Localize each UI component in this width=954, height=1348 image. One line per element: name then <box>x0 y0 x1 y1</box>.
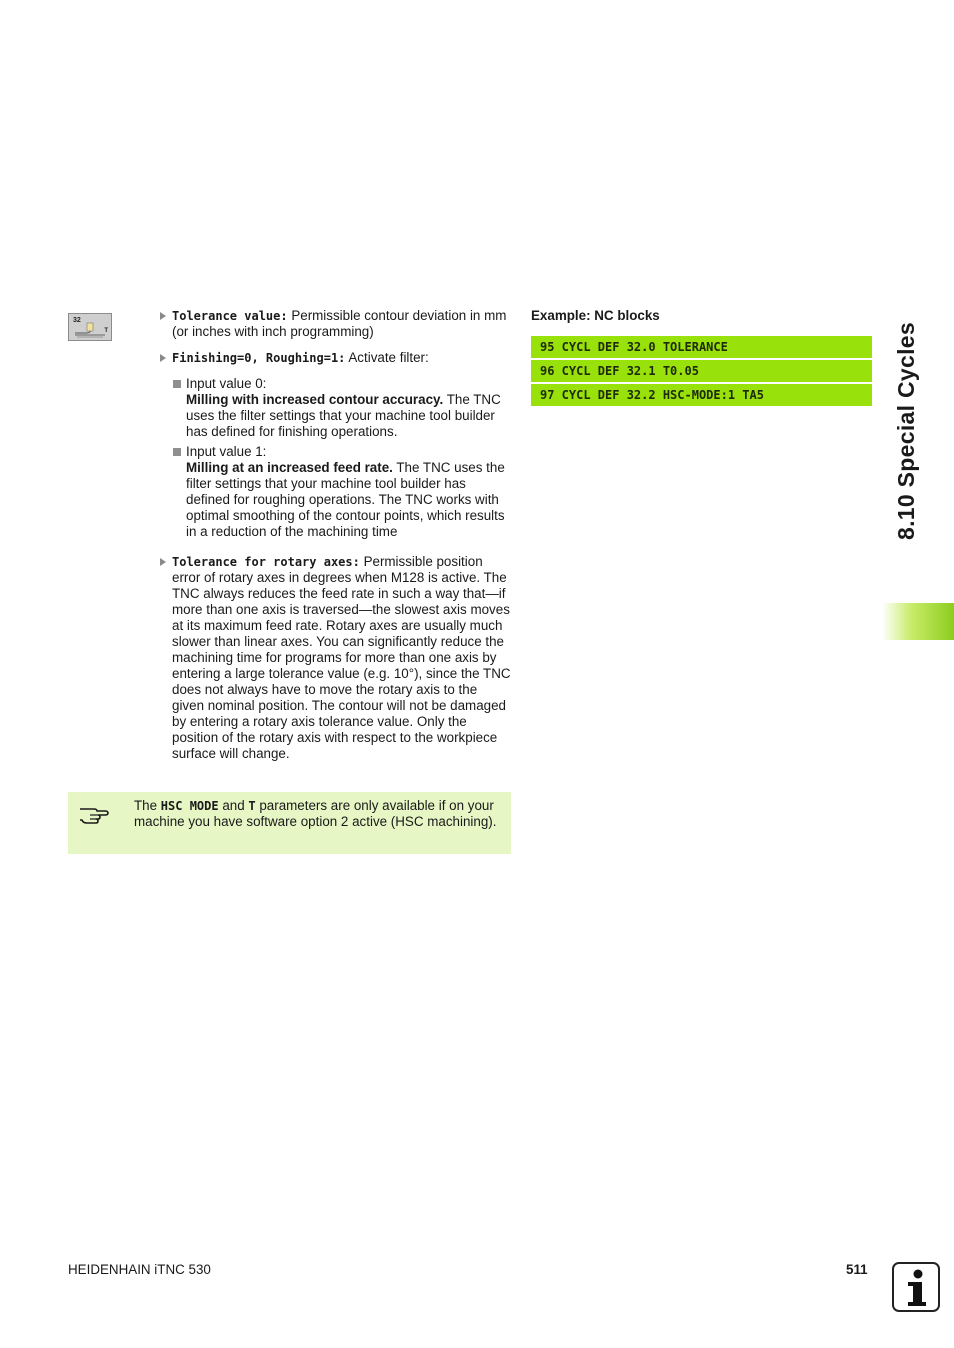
param-tolerance-value <box>158 308 512 340</box>
option-label: Input value 1: <box>186 444 267 459</box>
note-pre: The <box>134 798 161 813</box>
pointing-hand-icon <box>78 800 110 826</box>
note-box <box>68 792 511 854</box>
cycle-number: 32 <box>73 317 81 324</box>
chapter-tab-marker <box>882 603 954 640</box>
bullet-square-icon <box>173 448 181 456</box>
option-text: The TNC uses the filter settings that your machine tool builder has defined for roughing operations. The TNC works with optimal smoothing of the contour points, which results in a reduction of the machining time <box>186 460 505 539</box>
param-description: Permissible position error of rotary axes in degrees when M128 is active. The TNC always reduces the feed rate in such a way that—if more than one axis is traversed—the slowest axis moves at its maximum feed rate. Rotary axes are usually much slower than linear axes. You can significantly reduce the machining time for programs for more than one axis by entering a large tolerance value (e.g. 10°), since the TNC does not always have to move the rotary axis to the given nominal position. The contour will not be damaged by entering a rotary axis tolerance value. Only the position of the rotary axis with respect to the workpiece surface will change. <box>172 554 511 761</box>
note-code-t: T <box>248 799 256 813</box>
bullet-triangle-icon <box>160 558 166 566</box>
nc-block: 95 CYCL DEF 32.0 TOLERANCE <box>531 336 872 358</box>
bullet-triangle-icon <box>160 354 166 362</box>
option-bold: Milling at an increased feed rate. <box>186 460 393 475</box>
option-label: Input value 0: <box>186 376 267 391</box>
note-post: parameters are only available if on your machine you have software option 2 active (HSC machining). <box>134 798 497 829</box>
option-bold: Milling with increased contour accuracy. <box>186 392 444 407</box>
info-glyph <box>894 1264 938 1310</box>
param-tolerance-rotary <box>158 554 512 762</box>
param-description: Permissible contour deviation in mm (or inches with inch programming) <box>172 308 507 339</box>
option-text: The TNC uses the filter settings that your machine tool builder has defined for finishing operations. <box>186 392 501 439</box>
param-code: Tolerance for rotary axes: <box>172 555 360 569</box>
page-number: 511 <box>846 1262 868 1277</box>
nc-block: 96 CYCL DEF 32.1 T0.05 <box>531 360 872 382</box>
param-finishing-roughing <box>158 350 512 366</box>
example-title: Example: NC blocks <box>531 308 660 323</box>
note-text <box>134 798 506 830</box>
filter-options <box>158 376 512 540</box>
cycle-32-icon <box>68 313 112 341</box>
param-code: Tolerance value: <box>172 309 288 323</box>
parameter-list <box>158 308 512 772</box>
chapter-side-title: 8.10 Special Cycles <box>893 322 919 540</box>
note-mid: and <box>218 798 249 813</box>
option-description <box>186 460 512 540</box>
option-input-1 <box>158 444 512 540</box>
note-code-hsc-mode: HSC MODE <box>160 799 219 813</box>
option-input-0 <box>158 376 512 440</box>
option-description <box>186 392 512 440</box>
tolerance-axis-label: T <box>104 328 108 334</box>
bullet-triangle-icon <box>160 312 166 320</box>
param-code: Finishing=0, Roughing=1: <box>172 351 346 365</box>
footer-product: HEIDENHAIN iTNC 530 <box>68 1262 211 1277</box>
bullet-square-icon <box>173 380 181 388</box>
nc-block: 97 CYCL DEF 32.2 HSC-MODE:1 TA5 <box>531 384 872 406</box>
param-description: Activate filter: <box>345 350 429 365</box>
info-icon <box>892 1262 940 1312</box>
